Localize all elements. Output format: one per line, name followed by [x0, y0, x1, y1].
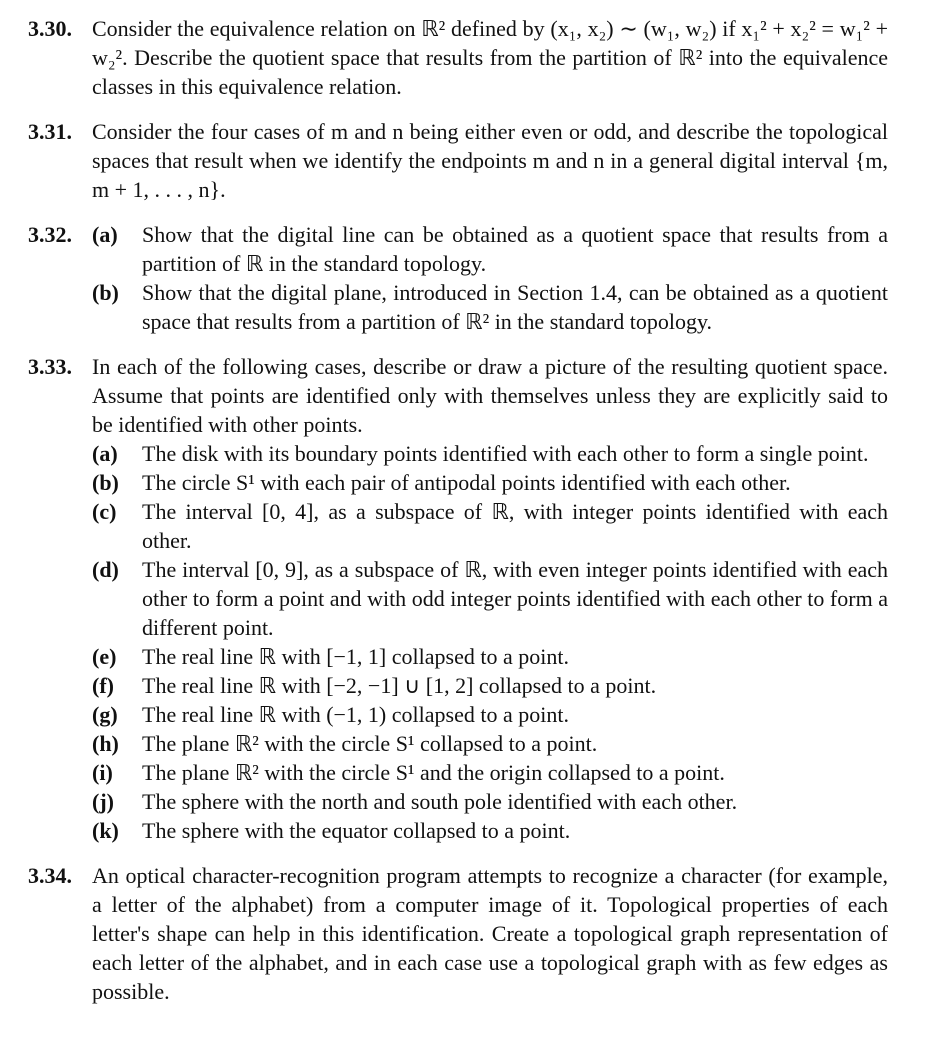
part-label: (f) — [92, 673, 114, 698]
exercise-3-33 — [28, 352, 888, 845]
part-text: The plane ℝ² with the circle S¹ and the origin collapsed to a point. — [142, 760, 725, 785]
part-text: The real line ℝ with [−2, −1] ∪ [1, 2] collapsed to a point. — [142, 673, 657, 698]
exercise-part — [92, 220, 888, 278]
exercise-part — [92, 787, 888, 816]
exercise-number: 3.30. — [28, 16, 72, 41]
exercise-text: Consider the equivalence relation on ℝ² defined by (x₁, x₂) ∼ (w₁, w₂) if x₁² + x₂² = w₁² + w₂². Describe the quotient space that results from the partition of ℝ² into the equivalence classes in this equivalence relation. — [92, 16, 888, 99]
part-label: (i) — [92, 760, 113, 785]
exercise-text: Consider the four cases of m and n being either even or odd, and describe the topological spaces that result when we identify the endpoints m and n in a general digital interval {m, m + 1, . . . , n}. — [92, 119, 888, 202]
exercise-part — [92, 278, 888, 336]
part-label: (b) — [92, 280, 119, 305]
exercise-part — [92, 671, 888, 700]
exercise-number: 3.34. — [28, 863, 72, 888]
part-text: Show that the digital plane, introduced in Section 1.4, can be obtained as a quotient space that results from a partition of ℝ² in the standard topology. — [142, 280, 888, 334]
exercise-number: 3.31. — [28, 119, 72, 144]
exercise-part — [92, 700, 888, 729]
exercise-text: In each of the following cases, describe or draw a picture of the resulting quotient space. Assume that points are identified only with themselves unless they are explicitly said to be identified with other points. — [92, 354, 888, 437]
part-label: (k) — [92, 818, 119, 843]
part-text: The real line ℝ with [−1, 1] collapsed to a point. — [142, 644, 569, 669]
part-text: The circle S¹ with each pair of antipodal points identified with each other. — [142, 470, 791, 495]
part-label: (a) — [92, 441, 118, 466]
part-text: The sphere with the north and south pole identified with each other. — [142, 789, 738, 814]
exercise-text: An optical character-recognition program attempts to recognize a character (for example, a letter of the alphabet) from a computer image of it. Topological properties of each letter's shape can help in this identification. Create a topological graph representation of each letter of the alphabet, and in each case use a topological graph with as few edges as possible. — [92, 863, 888, 1004]
exercise-part — [92, 555, 888, 642]
part-text: The interval [0, 4], as a subspace of ℝ, with integer points identified with each other. — [142, 499, 888, 553]
part-label: (h) — [92, 731, 119, 756]
exercise-number: 3.32. — [28, 222, 72, 247]
part-text: Show that the digital line can be obtained as a quotient space that results from a partition of ℝ in the standard topology. — [142, 222, 888, 276]
exercise-part — [92, 468, 888, 497]
exercise-parts — [92, 439, 888, 845]
exercise-3-30 — [28, 14, 888, 101]
part-text: The interval [0, 9], as a subspace of ℝ, with even integer points identified with each other to form a point and with odd integer points identified with each other to form a different point. — [142, 557, 888, 640]
part-label: (g) — [92, 702, 118, 727]
part-label: (e) — [92, 644, 117, 669]
part-label: (b) — [92, 470, 119, 495]
exercise-part — [92, 758, 888, 787]
part-label: (c) — [92, 499, 117, 524]
part-text: The sphere with the equator collapsed to a point. — [142, 818, 571, 843]
exercise-3-31 — [28, 117, 888, 204]
exercise-part — [92, 439, 888, 468]
part-label: (d) — [92, 557, 119, 582]
exercise-parts — [92, 220, 888, 336]
part-text: The disk with its boundary points identified with each other to form a single point. — [142, 441, 869, 466]
exercise-part — [92, 642, 888, 671]
exercise-part — [92, 816, 888, 845]
exercise-3-32 — [28, 220, 888, 336]
exercise-number: 3.33. — [28, 354, 72, 379]
part-label: (j) — [92, 789, 114, 814]
exercise-part — [92, 497, 888, 555]
exercise-part — [92, 729, 888, 758]
part-text: The plane ℝ² with the circle S¹ collapsed to a point. — [142, 731, 598, 756]
part-text: The real line ℝ with (−1, 1) collapsed to a point. — [142, 702, 569, 727]
exercise-3-34 — [28, 861, 888, 1006]
part-label: (a) — [92, 222, 118, 247]
